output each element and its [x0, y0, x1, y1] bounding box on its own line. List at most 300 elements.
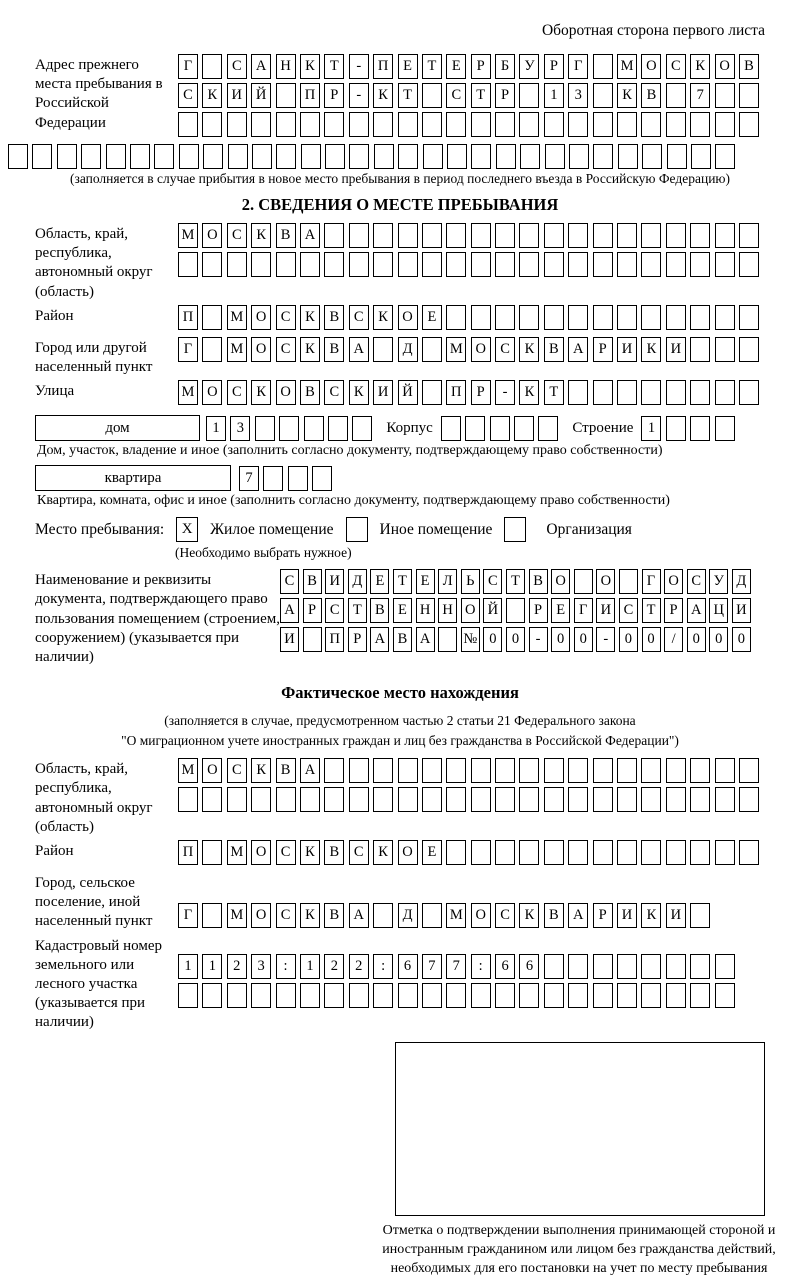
- char-cell[interactable]: [227, 252, 247, 277]
- char-cell[interactable]: [519, 983, 539, 1008]
- char-cell[interactable]: [446, 112, 466, 137]
- char-cell[interactable]: [227, 983, 247, 1008]
- char-cell[interactable]: [179, 144, 199, 169]
- char-cell[interactable]: В: [739, 54, 759, 79]
- char-cell[interactable]: [544, 983, 564, 1008]
- char-cell[interactable]: М: [227, 337, 247, 362]
- char-cell[interactable]: [617, 954, 637, 979]
- char-cell[interactable]: [715, 112, 735, 137]
- char-cell[interactable]: [398, 758, 418, 783]
- char-cell[interactable]: [641, 983, 661, 1008]
- char-cell[interactable]: [471, 305, 491, 330]
- char-cell[interactable]: [398, 252, 418, 277]
- char-cell[interactable]: Т: [471, 83, 491, 108]
- char-cell[interactable]: [545, 144, 565, 169]
- char-cell[interactable]: [593, 144, 613, 169]
- street-row[interactable]: [178, 380, 759, 405]
- char-cell[interactable]: Е: [398, 54, 418, 79]
- char-cell[interactable]: С: [687, 569, 706, 594]
- char-cell[interactable]: [228, 144, 248, 169]
- char-cell[interactable]: [288, 466, 308, 491]
- char-cell[interactable]: [544, 840, 564, 865]
- house-cells[interactable]: [206, 416, 372, 441]
- char-cell[interactable]: [690, 903, 710, 928]
- char-cell[interactable]: А: [300, 223, 320, 248]
- char-cell[interactable]: К: [251, 758, 271, 783]
- char-cell[interactable]: [495, 787, 515, 812]
- char-cell[interactable]: [202, 787, 222, 812]
- char-cell[interactable]: [641, 252, 661, 277]
- char-cell[interactable]: [617, 983, 637, 1008]
- char-cell[interactable]: О: [664, 569, 683, 594]
- char-cell[interactable]: М: [178, 758, 198, 783]
- char-cell[interactable]: [593, 954, 613, 979]
- char-cell[interactable]: В: [641, 83, 661, 108]
- char-cell[interactable]: С: [280, 569, 299, 594]
- char-cell[interactable]: [178, 787, 198, 812]
- char-cell[interactable]: Т: [642, 598, 661, 623]
- char-cell[interactable]: [202, 903, 222, 928]
- char-cell[interactable]: [495, 840, 515, 865]
- char-cell[interactable]: М: [446, 337, 466, 362]
- char-cell[interactable]: [202, 840, 222, 865]
- char-cell[interactable]: [574, 569, 593, 594]
- char-cell[interactable]: [666, 840, 686, 865]
- char-cell[interactable]: [471, 144, 491, 169]
- char-cell[interactable]: [446, 305, 466, 330]
- char-cell[interactable]: [593, 787, 613, 812]
- char-cell[interactable]: [519, 112, 539, 137]
- char-cell[interactable]: В: [324, 840, 344, 865]
- char-cell[interactable]: А: [300, 758, 320, 783]
- char-cell[interactable]: [324, 758, 344, 783]
- char-cell[interactable]: 7: [422, 954, 442, 979]
- char-cell[interactable]: [739, 787, 759, 812]
- stay-type-checkbox-residential[interactable]: X: [176, 517, 198, 542]
- char-cell[interactable]: [276, 787, 296, 812]
- apartment-box[interactable]: квартира: [35, 465, 231, 491]
- char-cell[interactable]: [715, 252, 735, 277]
- char-cell[interactable]: [324, 223, 344, 248]
- char-cell[interactable]: [715, 337, 735, 362]
- char-cell[interactable]: [593, 840, 613, 865]
- char-cell[interactable]: О: [596, 569, 615, 594]
- char-cell[interactable]: К: [300, 305, 320, 330]
- char-cell[interactable]: 1: [641, 416, 661, 441]
- char-cell[interactable]: О: [202, 380, 222, 405]
- char-cell[interactable]: 1: [544, 83, 564, 108]
- char-cell[interactable]: С: [483, 569, 502, 594]
- char-cell[interactable]: К: [202, 83, 222, 108]
- char-cell[interactable]: [568, 983, 588, 1008]
- char-cell[interactable]: [154, 144, 174, 169]
- char-cell[interactable]: И: [617, 337, 637, 362]
- char-cell[interactable]: [666, 983, 686, 1008]
- char-cell[interactable]: -: [349, 54, 369, 79]
- actual-region-row-1[interactable]: [178, 758, 759, 783]
- char-cell[interactable]: П: [178, 840, 198, 865]
- char-cell[interactable]: А: [349, 903, 369, 928]
- char-cell[interactable]: С: [227, 380, 247, 405]
- char-cell[interactable]: В: [324, 305, 344, 330]
- char-cell[interactable]: В: [370, 598, 389, 623]
- char-cell[interactable]: [690, 112, 710, 137]
- char-cell[interactable]: К: [251, 223, 271, 248]
- char-cell[interactable]: [349, 983, 369, 1008]
- char-cell[interactable]: Й: [251, 83, 271, 108]
- cadastral-row-1[interactable]: [178, 954, 735, 979]
- char-cell[interactable]: 1: [202, 954, 222, 979]
- char-cell[interactable]: [641, 758, 661, 783]
- char-cell[interactable]: [593, 112, 613, 137]
- char-cell[interactable]: Д: [398, 903, 418, 928]
- prev-address-row-3[interactable]: [178, 112, 759, 137]
- char-cell[interactable]: [715, 305, 735, 330]
- char-cell[interactable]: Е: [551, 598, 570, 623]
- char-cell[interactable]: [279, 416, 299, 441]
- char-cell[interactable]: [739, 83, 759, 108]
- char-cell[interactable]: [178, 983, 198, 1008]
- char-cell[interactable]: О: [471, 903, 491, 928]
- char-cell[interactable]: К: [349, 380, 369, 405]
- char-cell[interactable]: -: [349, 83, 369, 108]
- char-cell[interactable]: С: [495, 337, 515, 362]
- char-cell[interactable]: Г: [574, 598, 593, 623]
- char-cell[interactable]: [538, 416, 558, 441]
- char-cell[interactable]: [641, 787, 661, 812]
- char-cell[interactable]: [666, 416, 686, 441]
- char-cell[interactable]: [593, 305, 613, 330]
- char-cell[interactable]: 3: [230, 416, 250, 441]
- char-cell[interactable]: В: [276, 758, 296, 783]
- char-cell[interactable]: 2: [349, 954, 369, 979]
- char-cell[interactable]: С: [349, 305, 369, 330]
- char-cell[interactable]: [32, 144, 52, 169]
- char-cell[interactable]: [739, 337, 759, 362]
- char-cell[interactable]: [276, 983, 296, 1008]
- char-cell[interactable]: С: [178, 83, 198, 108]
- char-cell[interactable]: К: [300, 54, 320, 79]
- char-cell[interactable]: В: [324, 903, 344, 928]
- char-cell[interactable]: [349, 787, 369, 812]
- char-cell[interactable]: [690, 758, 710, 783]
- char-cell[interactable]: №: [461, 627, 480, 652]
- char-cell[interactable]: Л: [438, 569, 457, 594]
- char-cell[interactable]: [203, 144, 223, 169]
- char-cell[interactable]: В: [303, 569, 322, 594]
- char-cell[interactable]: [739, 223, 759, 248]
- char-cell[interactable]: [178, 112, 198, 137]
- char-cell[interactable]: [739, 252, 759, 277]
- char-cell[interactable]: С: [227, 54, 247, 79]
- char-cell[interactable]: 0: [483, 627, 502, 652]
- char-cell[interactable]: К: [373, 305, 393, 330]
- char-cell[interactable]: О: [202, 223, 222, 248]
- char-cell[interactable]: К: [690, 54, 710, 79]
- region-row-1[interactable]: [178, 223, 759, 248]
- char-cell[interactable]: [276, 144, 296, 169]
- char-cell[interactable]: С: [325, 598, 344, 623]
- char-cell[interactable]: [422, 787, 442, 812]
- char-cell[interactable]: [739, 840, 759, 865]
- char-cell[interactable]: [373, 983, 393, 1008]
- char-cell[interactable]: [373, 223, 393, 248]
- char-cell[interactable]: [568, 112, 588, 137]
- char-cell[interactable]: [739, 112, 759, 137]
- char-cell[interactable]: [202, 54, 222, 79]
- prev-address-row-2[interactable]: [178, 83, 759, 108]
- char-cell[interactable]: [519, 252, 539, 277]
- apartment-cells[interactable]: [239, 466, 332, 491]
- char-cell[interactable]: К: [300, 337, 320, 362]
- actual-region-row-2[interactable]: [178, 787, 759, 812]
- char-cell[interactable]: С: [619, 598, 638, 623]
- char-cell[interactable]: [373, 758, 393, 783]
- char-cell[interactable]: [446, 252, 466, 277]
- char-cell[interactable]: 6: [495, 954, 515, 979]
- char-cell[interactable]: [202, 337, 222, 362]
- char-cell[interactable]: [641, 305, 661, 330]
- char-cell[interactable]: О: [251, 337, 271, 362]
- char-cell[interactable]: Ц: [709, 598, 728, 623]
- char-cell[interactable]: [496, 144, 516, 169]
- char-cell[interactable]: Д: [732, 569, 751, 594]
- char-cell[interactable]: С: [276, 305, 296, 330]
- char-cell[interactable]: О: [251, 840, 271, 865]
- char-cell[interactable]: А: [370, 627, 389, 652]
- char-cell[interactable]: О: [398, 840, 418, 865]
- char-cell[interactable]: [398, 144, 418, 169]
- char-cell[interactable]: [300, 983, 320, 1008]
- char-cell[interactable]: В: [276, 223, 296, 248]
- char-cell[interactable]: [446, 983, 466, 1008]
- char-cell[interactable]: [519, 305, 539, 330]
- char-cell[interactable]: [617, 380, 637, 405]
- char-cell[interactable]: [715, 758, 735, 783]
- char-cell[interactable]: [715, 840, 735, 865]
- region-row-2[interactable]: [178, 252, 759, 277]
- char-cell[interactable]: [276, 112, 296, 137]
- char-cell[interactable]: О: [398, 305, 418, 330]
- char-cell[interactable]: [81, 144, 101, 169]
- char-cell[interactable]: 6: [398, 954, 418, 979]
- char-cell[interactable]: С: [324, 380, 344, 405]
- char-cell[interactable]: Р: [471, 380, 491, 405]
- char-cell[interactable]: Р: [348, 627, 367, 652]
- char-cell[interactable]: [324, 787, 344, 812]
- char-cell[interactable]: П: [300, 83, 320, 108]
- document-row-1[interactable]: [280, 569, 751, 594]
- char-cell[interactable]: [519, 758, 539, 783]
- char-cell[interactable]: [252, 144, 272, 169]
- char-cell[interactable]: [495, 983, 515, 1008]
- char-cell[interactable]: [374, 144, 394, 169]
- char-cell[interactable]: У: [709, 569, 728, 594]
- char-cell[interactable]: Р: [324, 83, 344, 108]
- char-cell[interactable]: [373, 337, 393, 362]
- char-cell[interactable]: [495, 305, 515, 330]
- char-cell[interactable]: [352, 416, 372, 441]
- char-cell[interactable]: Т: [324, 54, 344, 79]
- char-cell[interactable]: [544, 305, 564, 330]
- char-cell[interactable]: О: [471, 337, 491, 362]
- char-cell[interactable]: [373, 903, 393, 928]
- char-cell[interactable]: [304, 416, 324, 441]
- char-cell[interactable]: [495, 252, 515, 277]
- char-cell[interactable]: [446, 787, 466, 812]
- char-cell[interactable]: [324, 252, 344, 277]
- actual-city-row[interactable]: [178, 903, 710, 928]
- char-cell[interactable]: [373, 787, 393, 812]
- char-cell[interactable]: [495, 758, 515, 783]
- char-cell[interactable]: М: [617, 54, 637, 79]
- char-cell[interactable]: В: [544, 903, 564, 928]
- char-cell[interactable]: М: [227, 305, 247, 330]
- char-cell[interactable]: И: [227, 83, 247, 108]
- char-cell[interactable]: [255, 416, 275, 441]
- char-cell[interactable]: [593, 54, 613, 79]
- char-cell[interactable]: 6: [519, 954, 539, 979]
- char-cell[interactable]: [617, 305, 637, 330]
- char-cell[interactable]: [715, 83, 735, 108]
- char-cell[interactable]: [202, 305, 222, 330]
- char-cell[interactable]: [691, 144, 711, 169]
- char-cell[interactable]: [690, 223, 710, 248]
- char-cell[interactable]: [715, 954, 735, 979]
- char-cell[interactable]: В: [393, 627, 412, 652]
- char-cell[interactable]: И: [325, 569, 344, 594]
- char-cell[interactable]: [666, 83, 686, 108]
- char-cell[interactable]: [398, 983, 418, 1008]
- actual-district-row[interactable]: [178, 840, 759, 865]
- char-cell[interactable]: [666, 305, 686, 330]
- char-cell[interactable]: В: [300, 380, 320, 405]
- char-cell[interactable]: [349, 758, 369, 783]
- char-cell[interactable]: О: [551, 569, 570, 594]
- char-cell[interactable]: [593, 758, 613, 783]
- char-cell[interactable]: [202, 252, 222, 277]
- char-cell[interactable]: М: [178, 223, 198, 248]
- char-cell[interactable]: -: [596, 627, 615, 652]
- char-cell[interactable]: [276, 252, 296, 277]
- char-cell[interactable]: [227, 112, 247, 137]
- char-cell[interactable]: [568, 954, 588, 979]
- char-cell[interactable]: [471, 223, 491, 248]
- char-cell[interactable]: [422, 380, 442, 405]
- char-cell[interactable]: [666, 112, 686, 137]
- char-cell[interactable]: С: [227, 223, 247, 248]
- char-cell[interactable]: [666, 954, 686, 979]
- char-cell[interactable]: 0: [732, 627, 751, 652]
- char-cell[interactable]: [471, 840, 491, 865]
- char-cell[interactable]: П: [446, 380, 466, 405]
- char-cell[interactable]: [106, 144, 126, 169]
- char-cell[interactable]: [690, 337, 710, 362]
- char-cell[interactable]: -: [495, 380, 515, 405]
- char-cell[interactable]: И: [666, 903, 686, 928]
- char-cell[interactable]: К: [373, 840, 393, 865]
- char-cell[interactable]: [593, 223, 613, 248]
- char-cell[interactable]: [438, 627, 457, 652]
- char-cell[interactable]: Е: [416, 569, 435, 594]
- char-cell[interactable]: [276, 83, 296, 108]
- char-cell[interactable]: Р: [303, 598, 322, 623]
- char-cell[interactable]: [666, 223, 686, 248]
- char-cell[interactable]: К: [251, 380, 271, 405]
- char-cell[interactable]: [739, 305, 759, 330]
- char-cell[interactable]: [568, 758, 588, 783]
- char-cell[interactable]: [422, 983, 442, 1008]
- char-cell[interactable]: [422, 112, 442, 137]
- char-cell[interactable]: -: [529, 627, 548, 652]
- char-cell[interactable]: О: [641, 54, 661, 79]
- char-cell[interactable]: [422, 758, 442, 783]
- char-cell[interactable]: О: [251, 903, 271, 928]
- char-cell[interactable]: [618, 144, 638, 169]
- char-cell[interactable]: О: [276, 380, 296, 405]
- city-row[interactable]: [178, 337, 759, 373]
- char-cell[interactable]: [544, 787, 564, 812]
- char-cell[interactable]: В: [544, 337, 564, 362]
- char-cell[interactable]: А: [568, 337, 588, 362]
- char-cell[interactable]: [568, 787, 588, 812]
- char-cell[interactable]: К: [300, 903, 320, 928]
- char-cell[interactable]: [690, 983, 710, 1008]
- char-cell[interactable]: [690, 954, 710, 979]
- char-cell[interactable]: [263, 466, 283, 491]
- char-cell[interactable]: 1: [206, 416, 226, 441]
- char-cell[interactable]: [422, 252, 442, 277]
- char-cell[interactable]: Р: [495, 83, 515, 108]
- char-cell[interactable]: [544, 112, 564, 137]
- char-cell[interactable]: [519, 840, 539, 865]
- char-cell[interactable]: [520, 144, 540, 169]
- char-cell[interactable]: [514, 416, 534, 441]
- stroenie-cells[interactable]: [641, 416, 734, 441]
- char-cell[interactable]: 0: [551, 627, 570, 652]
- char-cell[interactable]: Т: [348, 598, 367, 623]
- char-cell[interactable]: [398, 112, 418, 137]
- char-cell[interactable]: [739, 380, 759, 405]
- char-cell[interactable]: [641, 112, 661, 137]
- char-cell[interactable]: [423, 144, 443, 169]
- char-cell[interactable]: С: [495, 903, 515, 928]
- char-cell[interactable]: [715, 787, 735, 812]
- char-cell[interactable]: [519, 787, 539, 812]
- char-cell[interactable]: [490, 416, 510, 441]
- char-cell[interactable]: Б: [495, 54, 515, 79]
- char-cell[interactable]: 2: [324, 954, 344, 979]
- char-cell[interactable]: [666, 787, 686, 812]
- char-cell[interactable]: С: [276, 903, 296, 928]
- char-cell[interactable]: [568, 305, 588, 330]
- char-cell[interactable]: [666, 252, 686, 277]
- char-cell[interactable]: [568, 223, 588, 248]
- char-cell[interactable]: [251, 983, 271, 1008]
- char-cell[interactable]: [593, 83, 613, 108]
- char-cell[interactable]: [471, 112, 491, 137]
- char-cell[interactable]: [617, 758, 637, 783]
- char-cell[interactable]: Г: [178, 54, 198, 79]
- char-cell[interactable]: О: [461, 598, 480, 623]
- char-cell[interactable]: [328, 416, 348, 441]
- char-cell[interactable]: А: [280, 598, 299, 623]
- char-cell[interactable]: [593, 252, 613, 277]
- char-cell[interactable]: [641, 840, 661, 865]
- char-cell[interactable]: [446, 840, 466, 865]
- char-cell[interactable]: [422, 903, 442, 928]
- char-cell[interactable]: Т: [544, 380, 564, 405]
